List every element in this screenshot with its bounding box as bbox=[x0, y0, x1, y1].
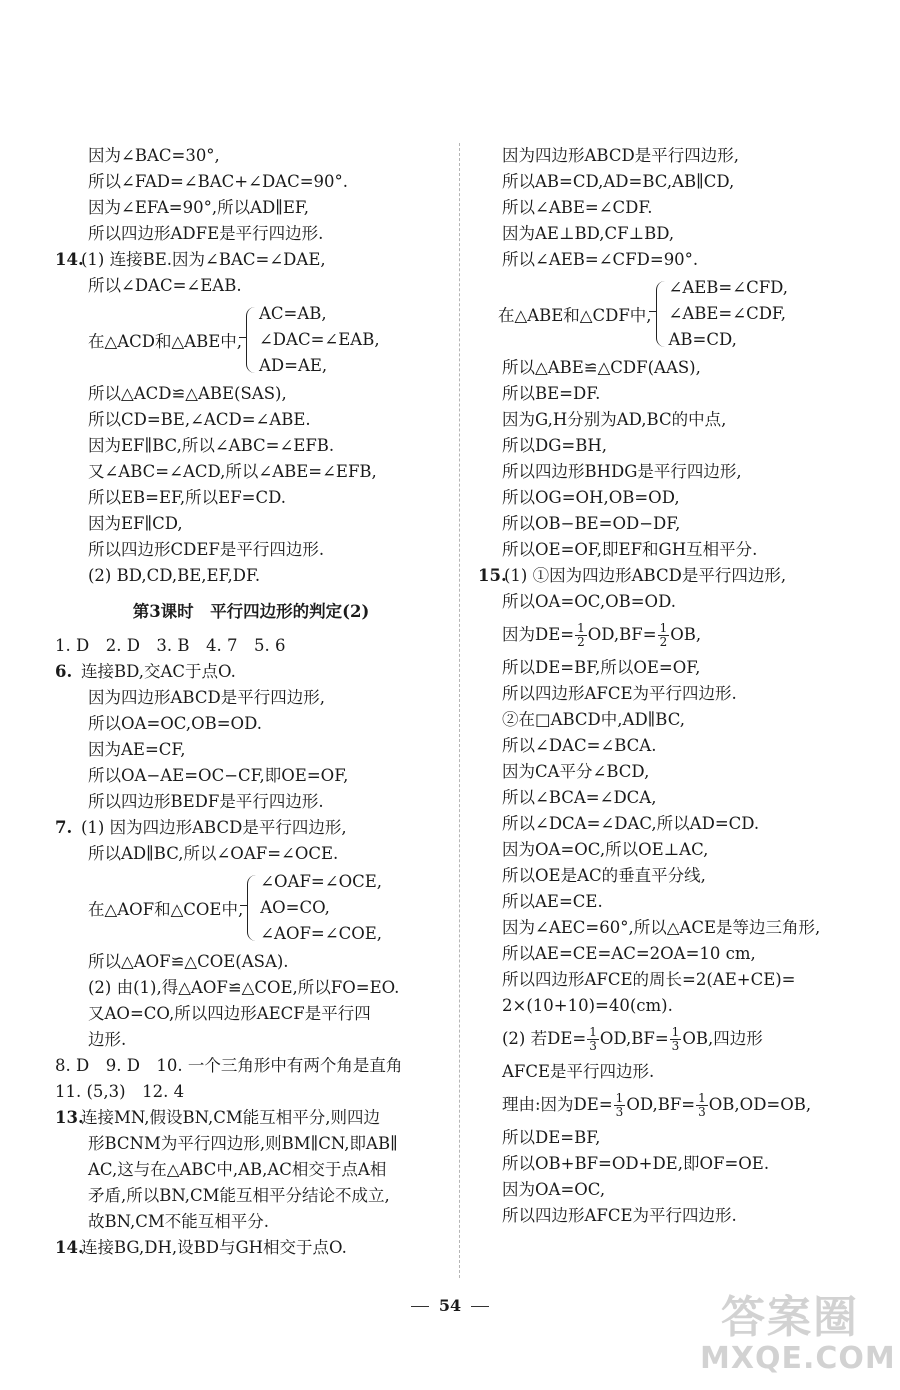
brace-icon bbox=[656, 281, 665, 347]
column-divider bbox=[459, 143, 460, 1278]
fraction-third bbox=[587, 1026, 599, 1053]
fraction-third bbox=[670, 1026, 682, 1053]
text-line: 因为EF∥BC,所以∠ABC=∠EFB. bbox=[88, 436, 335, 455]
question-number: 14. bbox=[55, 1238, 84, 1257]
text-line: 形BCNM为平行四边形,则BM∥CN,即AB∥ bbox=[88, 1134, 398, 1153]
text-line: ②在□ABCD中,AD∥BC, bbox=[502, 710, 686, 729]
system-conditions bbox=[259, 301, 380, 379]
text-line: 所以四边形AFCE为平行四边形. bbox=[502, 684, 737, 703]
answers-1-5: 1. D 2. D 3. B 4. 7 5. 6 bbox=[55, 636, 286, 655]
text-part: OD,BF= bbox=[587, 625, 657, 644]
text-line: 所以∠DCA=∠DAC,所以AD=CD. bbox=[502, 814, 760, 833]
question-15-line bbox=[478, 563, 863, 589]
text-line: (2) BD,CD,BE,EF,DF. bbox=[88, 566, 261, 585]
text-line: 所以△ACD≌△ABE(SAS), bbox=[88, 384, 287, 403]
system-condition: AO=CO, bbox=[260, 898, 330, 917]
text-line: 所以∠DAC=∠BCA. bbox=[502, 736, 657, 755]
text-part: OB,OD=OB, bbox=[708, 1095, 812, 1114]
numerator: 1 bbox=[615, 1091, 624, 1105]
text-line: 因为四边形ABCD是平行四边形, bbox=[502, 146, 739, 165]
system-condition: ∠OAF=∠OCE, bbox=[260, 872, 383, 891]
denominator: 3 bbox=[671, 1039, 680, 1053]
fraction-line bbox=[478, 615, 863, 655]
brace-icon bbox=[246, 307, 255, 373]
text-line: 所以EB=EF,所以EF=CD. bbox=[88, 488, 286, 507]
text-line: 因为OA=OC, bbox=[502, 1180, 606, 1199]
system-condition: ∠ABE=∠CDF, bbox=[668, 304, 787, 323]
text-line: (2) 由(1),得△AOF≌△COE,所以FO=EO. bbox=[88, 978, 400, 997]
numerator: 1 bbox=[659, 621, 668, 635]
text-part: OB, bbox=[670, 625, 702, 644]
text-part: 理由:因为DE= bbox=[502, 1095, 613, 1114]
text-part: OD,BF= bbox=[599, 1029, 669, 1048]
system-conditions bbox=[669, 275, 789, 353]
text-line: 又∠ABC=∠ACD,所以∠ABE=∠EFB, bbox=[88, 462, 377, 481]
text-line: 所以∠BCA=∠DCA, bbox=[502, 788, 657, 807]
text-line: 所以四边形AFCE的周长=2(AE+CE)= bbox=[502, 970, 796, 989]
numerator: 1 bbox=[589, 1025, 597, 1039]
text-line: 因为∠EFA=90°,所以AD∥EF, bbox=[88, 198, 310, 217]
text-line: 因为AE⊥BD,CF⊥BD, bbox=[502, 224, 675, 243]
system-condition: ∠DAC=∠EAB, bbox=[258, 330, 380, 349]
text-line: 又AO=CO,所以四边形AECF是平行四 bbox=[88, 1004, 371, 1023]
system-prefix: 在△ACD和△ABE中, bbox=[88, 332, 242, 351]
watermark-top-text: 答案圈 bbox=[721, 1292, 859, 1343]
text-line: 所以AD∥BC,所以∠OAF=∠OCE. bbox=[88, 844, 339, 863]
text-line: 所以△AOF≌△COE(ASA). bbox=[88, 952, 289, 971]
denominator: 2 bbox=[577, 635, 585, 649]
brace-icon bbox=[247, 875, 256, 941]
text-line: 故BN,CM不能互相平分. bbox=[88, 1212, 270, 1231]
text-line: 所以OG=OH,OB=OD, bbox=[502, 488, 680, 507]
text-line: 所以∠DAC=∠EAB. bbox=[88, 276, 242, 295]
question-14b-line bbox=[55, 1235, 447, 1261]
system-condition: AB=CD, bbox=[668, 330, 737, 349]
text-line: 因为OA=OC,所以OE⊥AC, bbox=[502, 840, 709, 859]
system-condition: AD=AE, bbox=[258, 356, 328, 375]
equation-system bbox=[478, 273, 863, 355]
text-line: 所以四边形ADFE是平行四边形. bbox=[88, 224, 324, 243]
text-line: 所以∠ABE=∠CDF. bbox=[502, 198, 653, 217]
left-column bbox=[55, 143, 447, 1261]
question-6-line bbox=[55, 659, 447, 685]
text-line: 所以四边形CDEF是平行四边形. bbox=[88, 540, 325, 559]
right-column bbox=[478, 143, 863, 1229]
system-prefix: 在△ABE和△CDF中, bbox=[498, 306, 652, 325]
equation-system bbox=[55, 867, 447, 949]
section-title: 第3课时 平行四边形的判定(2) bbox=[132, 602, 370, 621]
text-line: 因为G,H分别为AD,BC的中点, bbox=[502, 410, 727, 429]
question-number: 15. bbox=[478, 566, 507, 585]
question-14a-line bbox=[55, 247, 447, 273]
system-conditions bbox=[260, 869, 382, 947]
text-line: 所以四边形BHDG是平行四边形, bbox=[502, 462, 742, 481]
text-line: 所以四边形BEDF是平行四边形. bbox=[88, 792, 324, 811]
text-line: 连接BG,DH,设BD与GH相交于点O. bbox=[81, 1238, 347, 1257]
text-line: 所以AE=CE. bbox=[502, 892, 603, 911]
page-number-text: 54 bbox=[438, 1296, 462, 1315]
fraction-third bbox=[696, 1092, 708, 1119]
text-part: OB,四边形 bbox=[682, 1029, 763, 1048]
text-line: 所以DE=BF,所以OE=OF, bbox=[502, 658, 701, 677]
text-line: 因为四边形ABCD是平行四边形, bbox=[88, 688, 325, 707]
text-line: 所以BE=DF. bbox=[502, 384, 601, 403]
dash-decoration bbox=[471, 1306, 489, 1307]
text-line: 所以CD=BE,∠ACD=∠ABE. bbox=[88, 410, 311, 429]
fraction-line bbox=[478, 1019, 863, 1059]
denominator: 3 bbox=[615, 1105, 624, 1119]
text-line: AC,这与在△ABC中,AB,AC相交于点A相 bbox=[88, 1160, 387, 1179]
question-number: 14. bbox=[55, 250, 84, 269]
text-line: (1) 连接BE.因为∠BAC=∠DAE, bbox=[81, 250, 326, 269]
text-line: 所以△ABE≌△CDF(AAS), bbox=[502, 358, 701, 377]
numerator: 1 bbox=[698, 1091, 706, 1105]
fraction-half bbox=[575, 622, 587, 649]
text-line: 连接MN,假设BN,CM能互相平分,则四边 bbox=[81, 1108, 381, 1127]
numerator: 1 bbox=[671, 1025, 680, 1039]
text-line: 连接BD,交AC于点O. bbox=[81, 662, 236, 681]
answers-11-12: 11. (5,3) 12. 4 bbox=[55, 1082, 185, 1101]
denominator: 3 bbox=[589, 1039, 597, 1053]
text-line: 所以OA=OC,OB=OD. bbox=[502, 592, 676, 611]
text-line: 边形. bbox=[88, 1030, 127, 1049]
text-line: AFCE是平行四边形. bbox=[502, 1062, 655, 1081]
fraction-line bbox=[478, 1085, 863, 1125]
text-line: 所以OB−BE=OD−DF, bbox=[502, 514, 681, 533]
text-line: 所以OA−AE=OC−CF,即OE=OF, bbox=[88, 766, 349, 785]
text-part: (2) 若DE= bbox=[502, 1029, 587, 1048]
text-line: (1) ①因为四边形ABCD是平行四边形, bbox=[504, 566, 787, 585]
text-line: 所以四边形AFCE为平行四边形. bbox=[502, 1206, 737, 1225]
question-number: 6. bbox=[55, 662, 73, 681]
question-13-line bbox=[55, 1105, 447, 1131]
text-part: OD,BF= bbox=[626, 1095, 696, 1114]
watermark-logo bbox=[700, 1292, 896, 1384]
text-line: 所以∠AEB=∠CFD=90°. bbox=[502, 250, 699, 269]
fraction-half bbox=[658, 622, 670, 649]
system-prefix: 在△AOF和△COE中, bbox=[88, 900, 244, 919]
text-line: 2×(10+10)=40(cm). bbox=[502, 996, 673, 1015]
text-line: 所以AE=CE=AC=2OA=10 cm, bbox=[502, 944, 756, 963]
denominator: 3 bbox=[698, 1105, 706, 1119]
fraction-third bbox=[614, 1092, 626, 1119]
question-number: 7. bbox=[55, 818, 73, 837]
text-line: 因为∠BAC=30°, bbox=[88, 146, 220, 165]
text-line: 因为CA平分∠BCD, bbox=[502, 762, 650, 781]
denominator: 2 bbox=[659, 635, 668, 649]
text-line: 所以∠FAD=∠BAC+∠DAC=90°. bbox=[88, 172, 349, 191]
text-line: 所以OB+BF=OD+DE,即OF=OE. bbox=[502, 1154, 770, 1173]
text-line: 因为AE=CF, bbox=[88, 740, 186, 759]
text-line: 所以OE是AC的垂直平分线, bbox=[502, 866, 706, 885]
equation-system bbox=[55, 299, 447, 381]
text-line: 因为∠AEC=60°,所以△ACE是等边三角形, bbox=[502, 918, 821, 937]
system-condition: ∠AOF=∠COE, bbox=[260, 924, 383, 943]
watermark-bottom-text: MXQE.COM bbox=[700, 1341, 896, 1376]
question-number: 13. bbox=[55, 1108, 84, 1127]
text-line: 所以DE=BF, bbox=[502, 1128, 601, 1147]
text-line: 所以OA=OC,OB=OD. bbox=[88, 714, 262, 733]
answers-8-10: 8. D 9. D 10. 一个三角形中有两个角是直角 bbox=[55, 1056, 403, 1075]
text-line: 矛盾,所以BN,CM能互相平分结论不成立, bbox=[88, 1186, 390, 1205]
dash-decoration bbox=[411, 1306, 429, 1307]
text-line: 因为EF∥CD, bbox=[88, 514, 183, 533]
text-part: 因为DE= bbox=[502, 625, 575, 644]
text-line: (1) 因为四边形ABCD是平行四边形, bbox=[81, 818, 347, 837]
text-line: 所以OE=OF,即EF和GH互相平分. bbox=[502, 540, 758, 559]
system-condition: AC=AB, bbox=[258, 304, 327, 323]
question-7-line bbox=[55, 815, 447, 841]
text-line: 所以DG=BH, bbox=[502, 436, 607, 455]
numerator: 1 bbox=[577, 621, 585, 635]
system-condition: ∠AEB=∠CFD, bbox=[668, 278, 789, 297]
text-line: 所以AB=CD,AD=BC,AB∥CD, bbox=[502, 172, 735, 191]
